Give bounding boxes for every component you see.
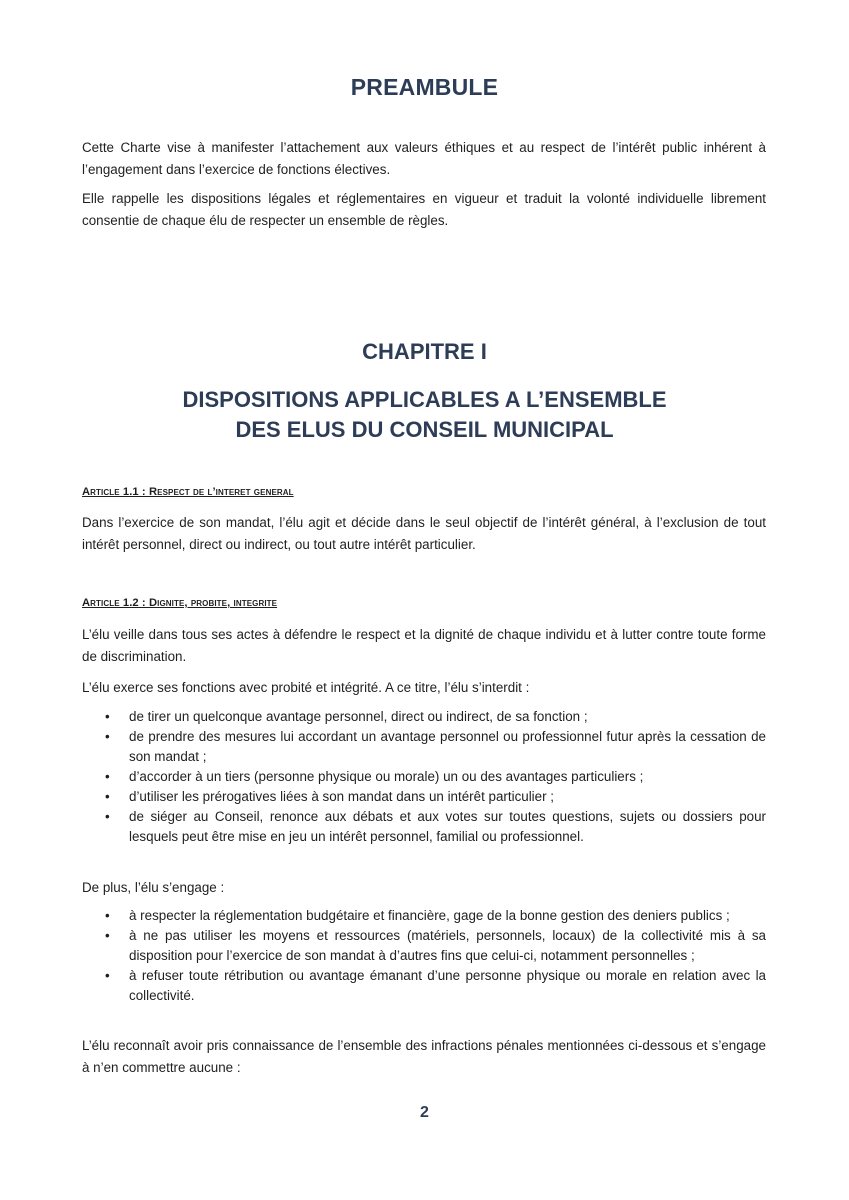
- prohibitions-list: [82, 707, 766, 847]
- bullet-icon: •: [105, 789, 110, 804]
- chapter-title-line: DES ELUS DU CONSEIL MUNICIPAL: [235, 417, 614, 442]
- closing-paragraph: L’élu reconnaît avoir pris connaissance de l’ensemble des infractions pénales mentionnées ci-dessous et s’engage à n’en commettre aucune :: [82, 1038, 766, 1075]
- list-item: • à respecter la réglementation budgétaire et financière, gage de la bonne gestion des deniers publics ;: [82, 906, 766, 926]
- preambule-title: PREAMBULE: [350, 74, 499, 100]
- bullet-icon: •: [105, 928, 110, 943]
- preambule-paragraph: Elle rappelle les dispositions légales et réglementaires en vigueur et traduit la volonté individuelle librement consentie de chaque élu de respecter un ensemble de règles.: [82, 191, 766, 228]
- bullet-icon: •: [105, 729, 110, 744]
- list-item: • d’accorder à un tiers (personne physique ou morale) un ou des avantages particuliers ;: [82, 767, 766, 787]
- commitments-list: [82, 906, 766, 1006]
- list-item: • de siéger au Conseil, renonce aux débats et aux votes sur toutes questions, sujets ou dossiers pour lesquels peut être mise en jeu un intérêt personnel, familial ou professionnel.: [105, 809, 766, 844]
- chapter-title: [0, 385, 849, 445]
- bullet-icon: •: [105, 809, 110, 824]
- list-item: • d’utiliser les prérogatives liées à son mandat dans un intérêt particulier ;: [82, 787, 766, 807]
- article-1-2-intro: L’élu veille dans tous ses actes à défendre le respect et la dignité de chaque individu et à lutter contre toute forme de discrimination.: [82, 627, 766, 664]
- bullet-icon: •: [105, 709, 110, 724]
- list-item: • à refuser toute rétribution ou avantage émanant d’une personne physique ou morale en relation avec la collectivité.: [105, 968, 766, 1003]
- bullet-icon: •: [105, 908, 110, 923]
- page-number: 2: [420, 1104, 429, 1121]
- article-1-2-lead-in: L’élu exerce ses fonctions avec probité et intégrité. A ce titre, l’élu s’interdit :: [82, 680, 530, 695]
- article-1-2-title: Article 1.2 : Dignite, probite, integrite: [82, 597, 278, 609]
- preambule-paragraph: Cette Charte vise à manifester l’attachement aux valeurs éthiques et au respect de l’intérêt public inhérent à l’engagement dans l’exercice de fonctions électives.: [82, 140, 766, 177]
- bullet-icon: •: [105, 968, 110, 983]
- bullet-icon: •: [105, 769, 110, 784]
- commitment-intro: De plus, l’élu s’engage :: [82, 880, 225, 895]
- article-1-1-text: Dans l’exercice de son mandat, l’élu agit et décide dans le seul objectif de l’intérêt général, à l’exclusion de tout intérêt personnel, direct ou indirect, ou tout autre intérêt particulier.: [82, 515, 766, 552]
- list-item: • à ne pas utiliser les moyens et ressources (matériels, personnels, locaux) de la collectivité mis à sa disposition pour l’exercice de son mandat à d’autres fins que celui-ci, notamment personnelles ;: [105, 928, 766, 963]
- chapter-number: CHAPITRE I: [362, 339, 487, 364]
- list-item: • de tirer un quelconque avantage personnel, direct ou indirect, de sa fonction ;: [82, 707, 766, 727]
- article-1-1-title: Article 1.1 : Respect de l’interet general: [82, 486, 294, 498]
- list-item: • de prendre des mesures lui accordant un avantage personnel ou professionnel futur après la cessation de son mandat ;: [105, 729, 766, 764]
- chapter-title-line: DISPOSITIONS APPLICABLES A L’ENSEMBLE: [182, 387, 667, 412]
